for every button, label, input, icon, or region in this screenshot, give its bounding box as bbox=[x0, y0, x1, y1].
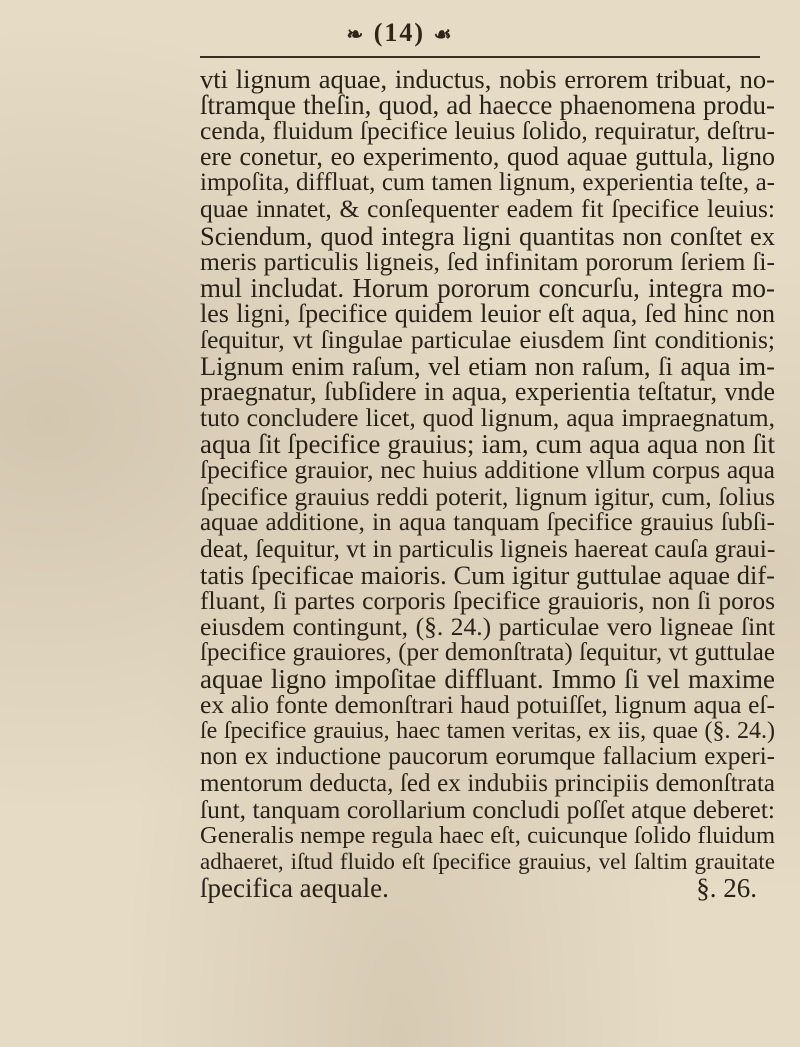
text-line: ſe ſpecifice grauius, haec tamen veritas, ex iis, quae (§. 24.) bbox=[200, 718, 775, 745]
text-line: ſpecifice grauiores, (per demonſtrata) ſequitur, vt guttulae bbox=[200, 639, 775, 667]
text-line: Lignum enim raſum, vel etiam non raſum, ſi aqua im- bbox=[200, 351, 775, 382]
text-line: ſpecifice grauius reddi poterit, lignum igitur, cum, ſolius bbox=[200, 481, 775, 511]
text-line: praegnatur, ſubſidere in aqua, experientia teſtatur, vnde bbox=[200, 377, 775, 407]
text-line: fluant, ſi partes corporis ſpecifice grauioris, non ſi poros bbox=[200, 585, 775, 615]
header-rule bbox=[200, 56, 760, 58]
text-line: impoſita, diffluat, cum tamen lignum, experientia teſte, a- bbox=[200, 169, 775, 197]
text-line: Generalis nempe regula haec eſt, cuicunque ſolido fluidum bbox=[200, 821, 775, 849]
page-header bbox=[0, 18, 800, 48]
text-line: mul includat. Horum pororum concurſu, integra mo- bbox=[200, 272, 775, 303]
last-line-text: ſpecifica aequale. bbox=[200, 872, 389, 903]
body-text bbox=[200, 66, 775, 901]
text-line: quae innatet, & conſequenter eadem fit ſpecifice leuius: bbox=[200, 194, 775, 224]
text-line: deat, ſequitur, vt in particulis ligneis haereat cauſa graui- bbox=[200, 533, 776, 563]
text-line: aquae ligno impoſitae diffluant. Immo ſi vel maxime bbox=[200, 664, 775, 695]
text-line: Sciendum, quod integra ligni quantitas non conſtet ex bbox=[200, 220, 775, 251]
text-line: ſpecifice grauior, nec huius additione vllum corpus aqua bbox=[200, 455, 775, 485]
text-line: adhaeret, iſtud fluido eſt ſpecifice grauius, vel ſaltim grauitate bbox=[200, 848, 775, 874]
text-line: ex alio fonte demonſtrari haud potuiſſet, lignum aqua eſ- bbox=[200, 690, 775, 720]
text-line: meris particulis ligneis, ſed infinitam pororum ſeriem ſi- bbox=[200, 246, 775, 276]
text-line: eiusdem contingunt, (§. 24.) particulae vero ligneae ſint bbox=[200, 611, 775, 641]
text-line: tatis ſpecificae maioris. Cum igitur guttulae aquae dif- bbox=[200, 559, 775, 590]
text-line: aqua ſit ſpecifice grauius; iam, cum aqua aqua non ſit bbox=[200, 429, 775, 460]
text-line: non ex inductione paucorum eorumque fallacium experi- bbox=[200, 743, 775, 771]
text-line: ſunt, tanquam corollarium concludi poſſet atque deberet: bbox=[200, 794, 775, 824]
right-ornament-icon: ☙ bbox=[433, 24, 454, 46]
text-line: ſequitur, vt ſingulae particulae eiusdem ſint conditionis; bbox=[200, 324, 775, 354]
text-line-last bbox=[200, 872, 775, 903]
text-line: ere conetur, eo experimento, quod aquae guttula, ligno bbox=[200, 142, 775, 172]
page-margin-shadow bbox=[40, 70, 160, 970]
text-line: les ligni, ſpecifice quidem leuior eſt aqua, ſed hinc non bbox=[200, 298, 775, 328]
left-ornament-icon: ❧ bbox=[346, 24, 366, 46]
catchword-section-mark: §. 26. bbox=[696, 872, 757, 903]
text-line: vti lignum aquae, inductus, nobis errorem tribuat, no- bbox=[200, 64, 775, 94]
text-line: ſtramque theſin, quod, ad haecce phaenomena produ- bbox=[200, 90, 775, 121]
text-line: cenda, fluidum ſpecifice leuius ſolido, requiratur, deſtru- bbox=[200, 116, 775, 146]
text-line: tuto concludere licet, quod lignum, aqua impraegnatum, bbox=[200, 403, 775, 433]
text-line: mentorum deducta, ſed ex indubiis principiis demonſtrata bbox=[200, 769, 775, 797]
text-line: aquae additione, in aqua tanquam ſpecifice grauius ſubſi- bbox=[200, 508, 775, 536]
page-number: (14) bbox=[373, 18, 426, 47]
